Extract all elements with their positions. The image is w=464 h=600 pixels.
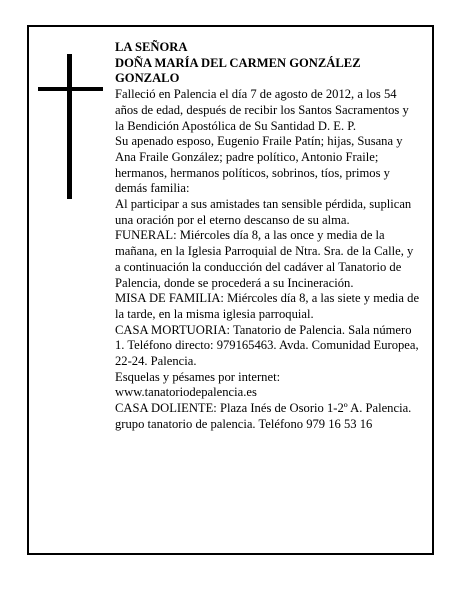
obituary-text bbox=[115, 40, 420, 433]
family-list: Su apenado esposo, Eugenio Fraile Patín; hijas, Susana y Ana Fraile González; padre político, Antonio Fraile; hermanos, hermanos políticos, sobrinos, tíos, primos y demás familia: bbox=[115, 134, 403, 196]
death-announcement: Falleció en Palencia el día 7 de agosto de 2012, a los 54 años de edad, después de recibir los Santos Sacramentos y la Bendición Apostólica de Su Santidad D. E. P. bbox=[115, 87, 409, 133]
mortuary-details: CASA MORTUORIA: Tanatorio de Palencia. Sala número 1. Teléfono directo: 979165463. Avda. Comunidad Europea, 22-24. Palencia. bbox=[115, 322, 419, 369]
funeral-details: FUNERAL: Miércoles día 8, a las once y media de la mañana, en la Iglesia Parroquial de Ntra. Sra. de la Calle, y a continuación la conducción del cadáver al Tanatorio de Palencia, donde se procederá a su Incineración. bbox=[115, 228, 414, 290]
deceased-name: DOÑA MARÍA DEL CARMEN GONZÁLEZ GONZALO bbox=[115, 55, 361, 86]
cross-horizontal-bar bbox=[38, 87, 103, 91]
internet-condolences: Esquelas y pésames por internet: www.tanatoriodepalencia.es bbox=[115, 369, 281, 400]
title-honorific: LA SEÑORA bbox=[115, 40, 188, 54]
cross-icon bbox=[38, 54, 108, 199]
prayer-request: Al participar a sus amistades tan sensible pérdida, suplican una oración por el eterno descanso de su alma. bbox=[115, 197, 412, 227]
family-mass-details: MISA DE FAMILIA: Miércoles día 8, a las siete y media de la tarde, en la misma iglesia parroquial. bbox=[115, 291, 420, 321]
cross-vertical-bar bbox=[67, 54, 72, 199]
grieving-house-details: CASA DOLIENTE: Plaza Inés de Osorio 1-2º A. Palencia. bbox=[115, 401, 412, 416]
funeral-home-footer: grupo tanatorio de palencia. Teléfono 979 16 53 16 bbox=[115, 416, 373, 431]
